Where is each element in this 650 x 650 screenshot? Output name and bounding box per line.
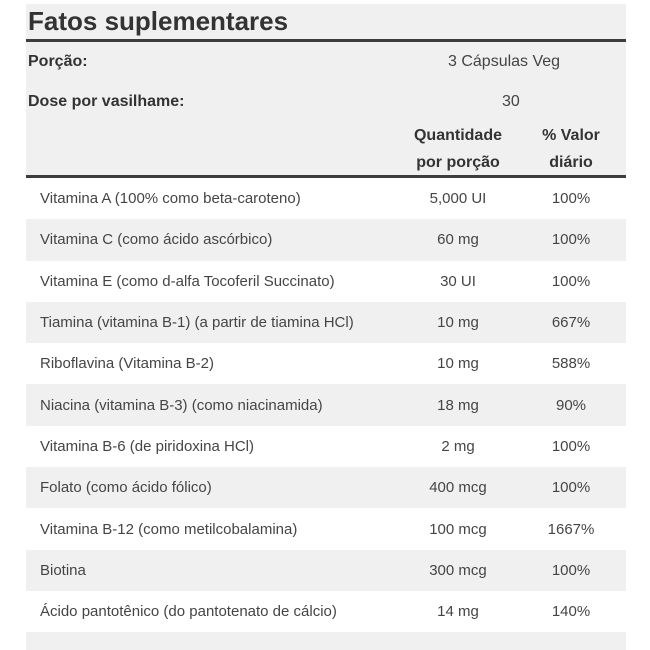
doses-label: Dose por vasilhame:: [28, 93, 185, 110]
nutrient-name: Vitamina B-12 (como metilcobalamina): [40, 520, 298, 538]
nutrient-name: Riboflavina (Vitamina B-2): [40, 355, 214, 373]
nutrient-amount: 14 mg: [437, 603, 479, 621]
nutrient-daily-value: 588%: [551, 355, 591, 373]
nutrient-daily-value: 100%: [551, 437, 591, 455]
nutrient-daily-value: 90%: [555, 396, 587, 414]
supplement-facts-panel: [26, 4, 626, 650]
nutrient-amount: 10 mg: [437, 355, 479, 373]
nutrient-name: Niacina (vitamina B-3) (como niacinamida): [40, 396, 323, 414]
table-row: [26, 550, 626, 591]
nutrient-name: Vitamina C (como ácido ascórbico): [40, 231, 273, 249]
table-row: [26, 384, 626, 425]
nutrient-amount: 30 UI: [440, 272, 476, 290]
nutrient-daily-value: 100%: [551, 561, 591, 579]
nutrient-amount: 60 mg: [437, 231, 479, 249]
nutrient-daily-value: 100%: [551, 190, 591, 208]
nutrient-amount: 18 mg: [437, 396, 479, 414]
column-headers: [26, 122, 626, 178]
nutrient-amount: 300 mcg: [429, 561, 487, 579]
header-amount: [398, 122, 518, 175]
header-dv-line2: diário: [549, 154, 593, 171]
header-daily-value: [518, 122, 624, 175]
nutrient-amount: 2 mg: [441, 437, 475, 455]
nutrient-amount: 5,000 UI: [429, 190, 487, 208]
panel-title: Fatos suplementares: [26, 4, 626, 42]
nutrient-name: Vitamina B-6 (de piridoxina HCl): [40, 437, 254, 455]
serving-row: [26, 42, 626, 82]
nutrient-amount: 10 mg: [437, 314, 479, 332]
nutrient-name: Ácido pantotênico (do pantotenato de cálcio): [40, 603, 337, 621]
table-row: [26, 178, 626, 219]
header-nutrient: [26, 122, 398, 175]
nutrient-name: Vitamina A (100% como beta-caroteno): [40, 190, 301, 208]
doses-value: 30: [502, 93, 520, 110]
nutrient-amount: 400 mcg: [429, 479, 487, 497]
nutrient-table: [26, 178, 626, 632]
nutrient-daily-value: 100%: [551, 272, 591, 290]
table-row: [26, 343, 626, 384]
header-dv-line1: % Valor: [542, 127, 600, 144]
serving-value: 3 Cápsulas Veg: [448, 53, 561, 70]
header-amount-line2: por porção: [416, 154, 500, 171]
nutrient-daily-value: 100%: [551, 231, 591, 249]
table-row: [26, 508, 626, 549]
table-row: [26, 426, 626, 467]
nutrient-daily-value: 667%: [551, 314, 591, 332]
table-row: [26, 302, 626, 343]
table-row: [26, 219, 626, 260]
nutrient-name: Biotina: [40, 561, 86, 579]
nutrient-name: Tiamina (vitamina B-1) (a partir de tiamina HCl): [40, 314, 354, 332]
table-row: [26, 261, 626, 302]
nutrient-daily-value: 100%: [551, 479, 591, 497]
doses-row: [26, 82, 626, 122]
serving-label: Porção:: [28, 53, 88, 70]
nutrient-name: Vitamina E (como d-alfa Tocoferil Succinato): [40, 272, 335, 290]
table-row: [26, 591, 626, 632]
nutrient-name: Folato (como ácido fólico): [40, 479, 212, 497]
nutrient-daily-value: 140%: [551, 603, 591, 621]
table-row: [26, 467, 626, 508]
nutrient-amount: 100 mcg: [429, 520, 487, 538]
header-amount-line1: Quantidade: [413, 127, 502, 144]
nutrient-daily-value: 1667%: [547, 520, 595, 538]
